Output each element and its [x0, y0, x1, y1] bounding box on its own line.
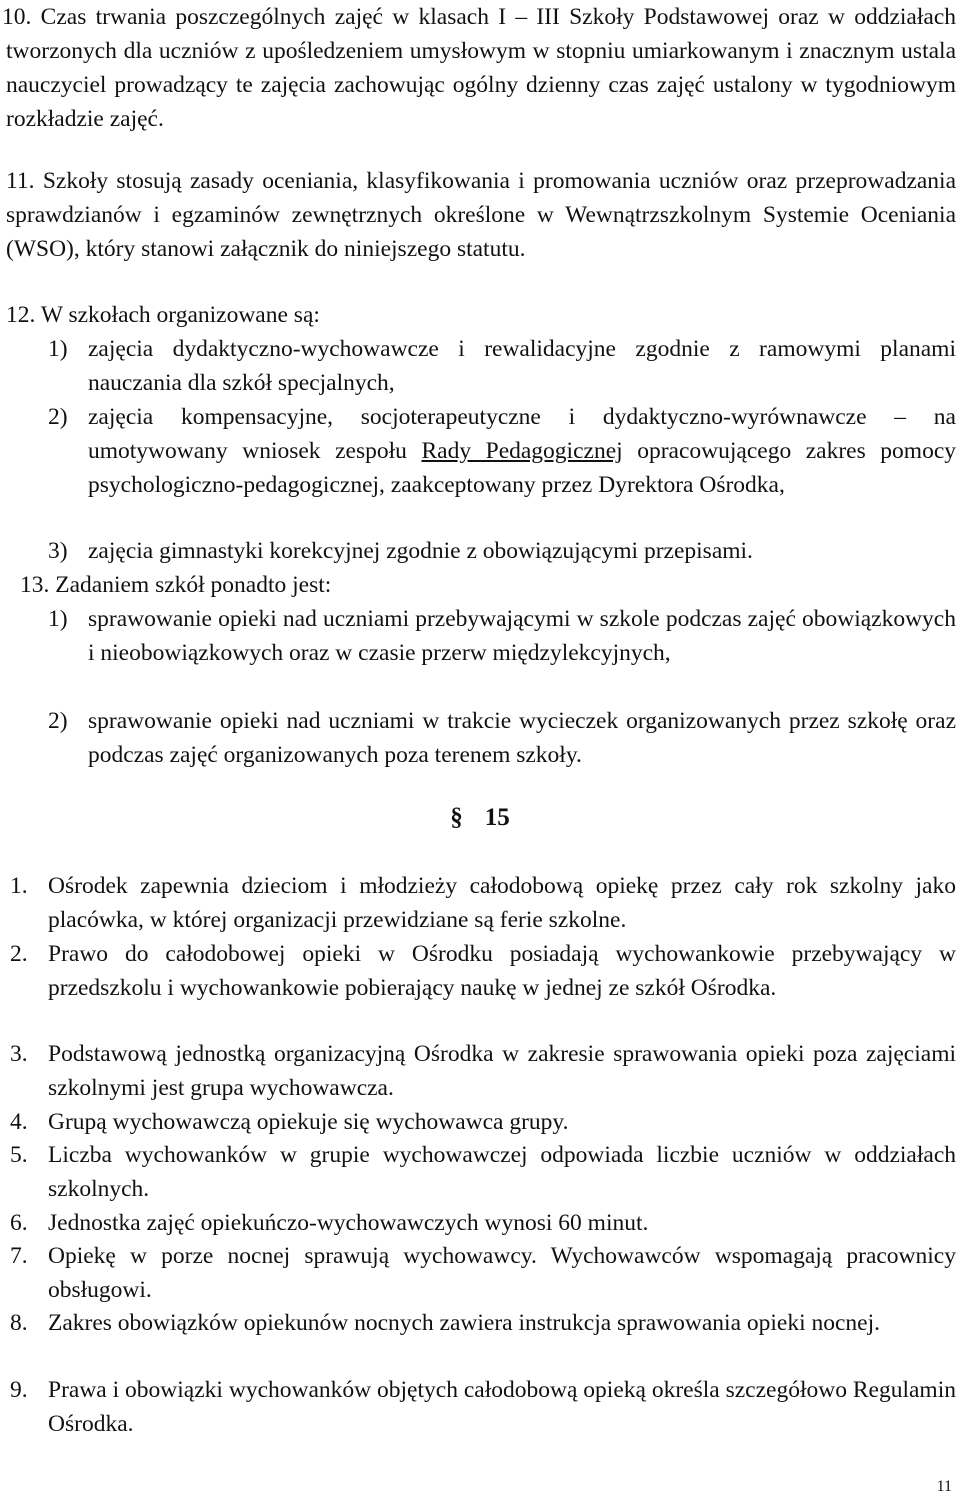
list-item-number: 2)	[48, 404, 68, 430]
list-item-number: 1)	[48, 606, 68, 632]
list-item-number: 2)	[48, 708, 68, 734]
section-item-number: 7.	[10, 1243, 28, 1269]
paragraph-number: 13.	[20, 572, 50, 598]
paragraph-10	[2, 0, 956, 136]
paragraph-11	[6, 164, 956, 266]
list-item-text-part: zajęcia kompensacyjne, socjoterapeutyczne i dydaktyczno-wyrównawcze – na umotywowany wniosek zespołu	[88, 404, 956, 464]
list-item-text: zajęcia dydaktyczno-wychowawcze i rewalidacyjne zgodnie z ramowymi planami nauczania dla szkół specjalnych,	[88, 336, 956, 396]
section-item-number: 8.	[10, 1310, 28, 1336]
section-item-number: 6.	[10, 1210, 28, 1236]
list-item-text: sprawowanie opieki nad uczniami przebywającymi w szkole podczas zajęć obowiązkowych i nieobowiązkowych oraz w czasie przerw międzylekcyjnych,	[88, 606, 956, 666]
list-item-text-part: opracowującego zakres pomocy psychologiczno-pedagogicznej, zaakceptowany przez Dyrektora Ośrodka,	[88, 438, 957, 498]
section-item-text: Podstawową jednostką organizacyjną Ośrodka w zakresie sprawowania opieki poza zajęciami szkolnymi jest grupa wychowawcza.	[48, 1041, 956, 1101]
section-item-text: Liczba wychowanków w grupie wychowawczej odpowiada liczbie uczniów w oddziałach szkolnych.	[48, 1142, 956, 1202]
paragraph-text: W szkołach organizowane są:	[40, 302, 320, 328]
section-item-text: Opiekę w porze nocnej sprawują wychowawcy. Wychowawców wspomagają pracownicy obsługowi.	[48, 1243, 956, 1303]
rada-pedagogiczna-link[interactable]: Rady Pedagogicznej	[421, 438, 623, 464]
section-item-text: Prawo do całodobowej opieki w Ośrodku posiadają wychowankowie przebywający w przedszkolu i wychowankowie pobierający naukę w jednej ze szkół Ośrodka.	[48, 941, 956, 1001]
section-item-number: 4.	[10, 1109, 28, 1135]
paragraph-text: Zadaniem szkół ponadto jest:	[55, 572, 332, 598]
section-item-text: Ośrodek zapewnia dzieciom i młodzieży całodobową opiekę przez cały rok szkolny jako placówka, w której organizacji przewidziane są ferie szkolne.	[48, 873, 956, 933]
paragraph-number: 12.	[6, 302, 36, 328]
paragraph-text: Czas trwania poszczególnych zajęć w klasach I – III Szkoły Podstawowej oraz w oddziałach tworzonych dla uczniów z upośledzeniem umysłowym w stopniu umiarkowanym i znacznym ustala nauczyciel prowadzący te zajęcia zachowując ogólny dzienny czas zajęć ustalony w tygodniowym rozkładzie zajęć.	[6, 4, 956, 132]
section-item-number: 5.	[10, 1142, 28, 1168]
paragraph-text: Szkoły stosują zasady oceniania, klasyfikowania i promowania uczniów oraz przeprowadzania sprawdzianów i egzaminów zewnętrznych określone w Wewnątrzszkolnym Systemie Oceniania (WSO), który stanowi załącznik do niniejszego statutu.	[6, 168, 957, 262]
section-item-text: Grupą wychowawczą opiekuje się wychowawca grupy.	[48, 1109, 569, 1135]
list-item-text: sprawowanie opieki nad uczniami w trakcie wycieczek organizowanych przez szkołę oraz podczas zajęć organizowanych poza terenem szkoły.	[88, 708, 956, 768]
section-item-number: 2.	[10, 941, 28, 967]
section-heading	[0, 800, 960, 836]
section-symbol: §	[450, 804, 463, 831]
list-item-text	[88, 400, 956, 502]
section-number: 15	[484, 804, 510, 831]
paragraph-number: 11.	[6, 168, 35, 194]
section-item-number: 3.	[10, 1041, 28, 1067]
section-item-number: 1.	[10, 873, 28, 899]
paragraph-13	[20, 568, 956, 602]
paragraph-12	[6, 298, 956, 332]
section-item-number: 9.	[10, 1377, 28, 1403]
section-item-text: Prawa i obowiązki wychowanków objętych całodobową opieką określa szczegółowo Regulamin Ośrodka.	[48, 1377, 956, 1437]
section-item-text: Zakres obowiązków opiekunów nocnych zawiera instrukcja sprawowania opieki nocnej.	[48, 1310, 881, 1336]
list-item-text: zajęcia gimnastyki korekcyjnej zgodnie z obowiązującymi przepisami.	[88, 538, 753, 564]
list-item-number: 3)	[48, 538, 68, 564]
section-item-text: Jednostka zajęć opiekuńczo-wychowawczych wynosi 60 minut.	[48, 1210, 649, 1236]
list-item-number: 1)	[48, 336, 68, 362]
paragraph-number: 10.	[2, 4, 32, 30]
page-number: 11	[936, 1478, 952, 1495]
